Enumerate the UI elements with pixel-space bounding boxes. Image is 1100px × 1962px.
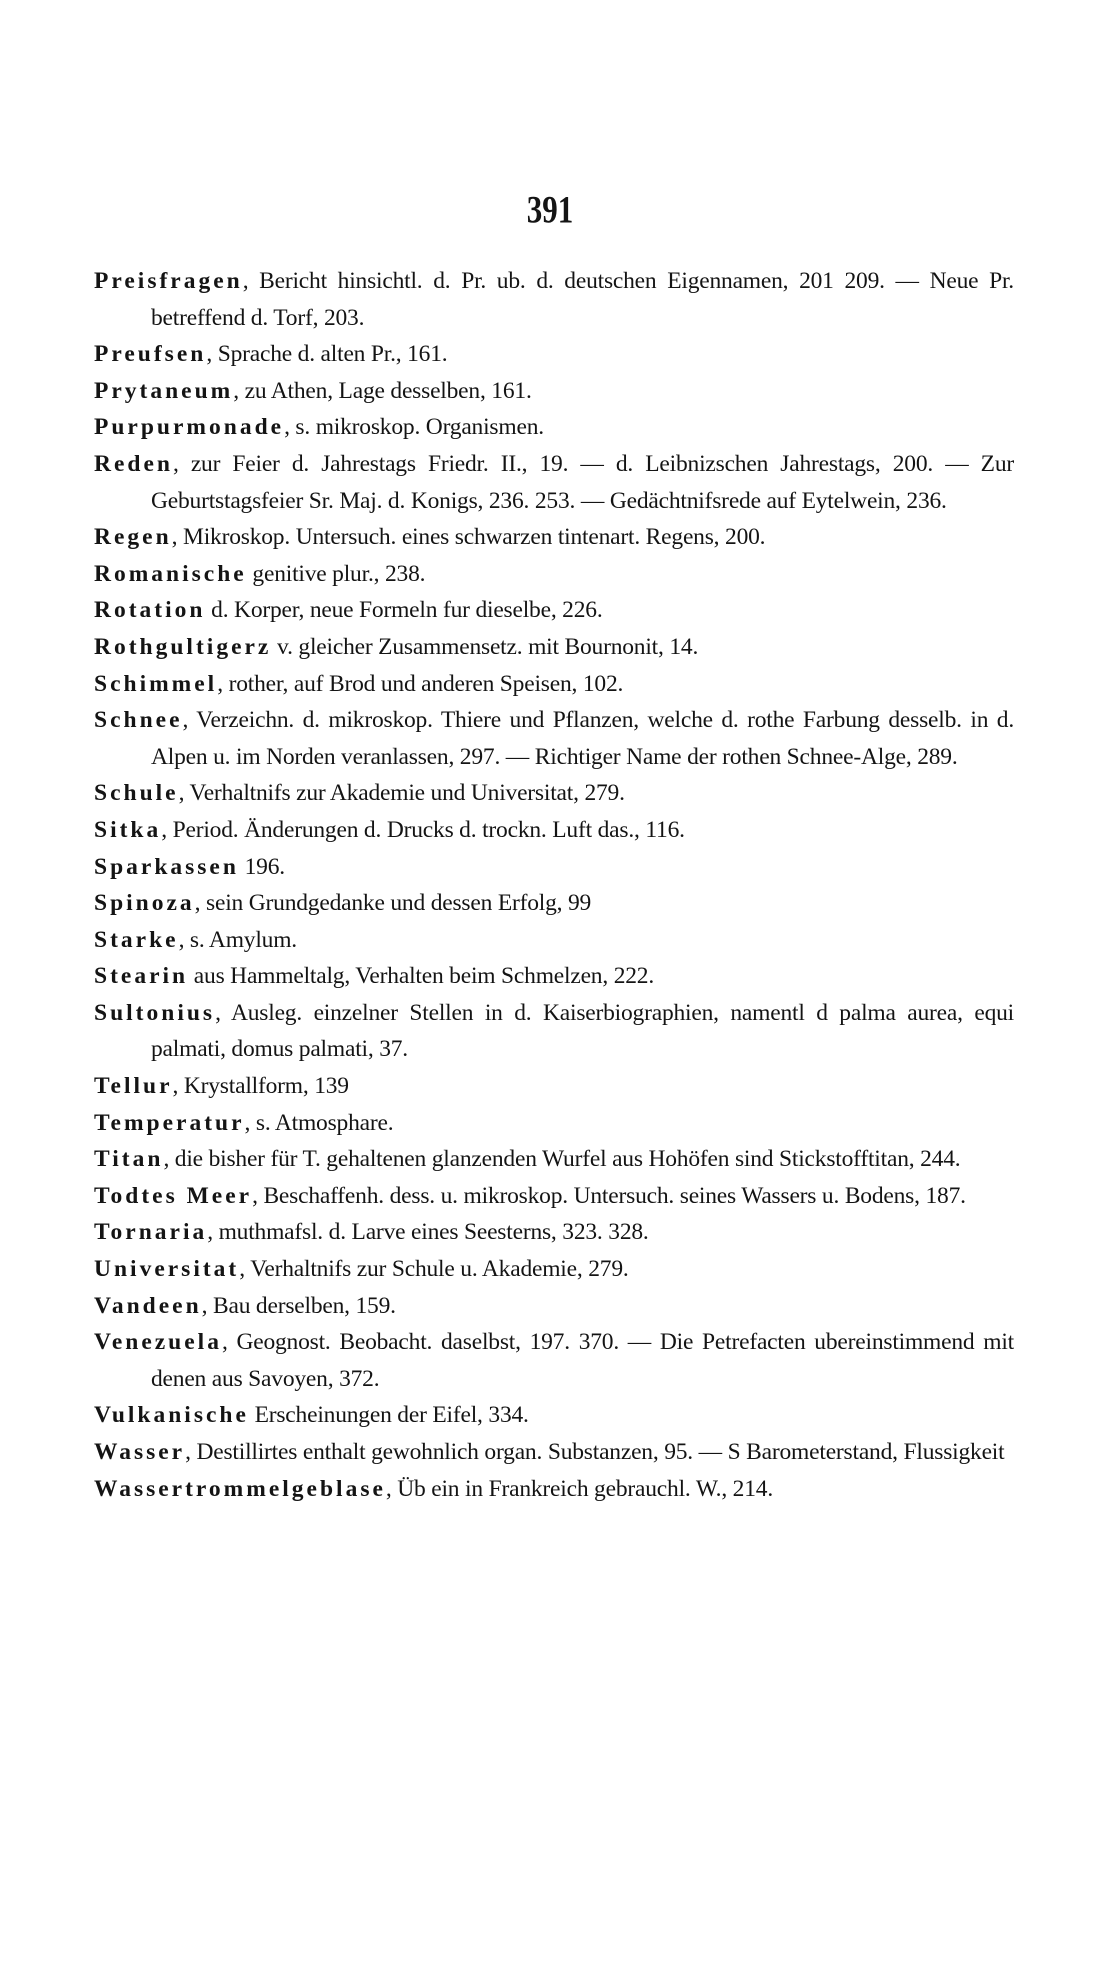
entry-text: , Verzeichn. d. mikroskop. Thiere und Pflanzen, welche d. rothe Farbung desselb. in d. Alpen u. im Norden veranlassen, 297. — Richtiger Name der rothen Schnee-Alge, 289.: [151, 707, 1014, 770]
entry-text: , s. Amylum.: [178, 926, 297, 953]
index-entry: [94, 885, 1014, 922]
entry-headword: Tellur: [94, 1073, 173, 1100]
entry-text: , Destillirtes enthalt gewohnlich organ. Substanzen, 95. — S Barometerstand, Flussigkeit: [185, 1439, 1005, 1465]
index-entry: [94, 995, 1014, 1068]
index-entry: [94, 1141, 1014, 1178]
index-entry: [94, 849, 1014, 886]
entry-headword: Tornaria: [94, 1219, 208, 1246]
entry-text: , Verhaltnifs zur Schule u. Akademie, 279.: [239, 1256, 629, 1283]
entry-headword: Reden: [94, 450, 173, 477]
entry-text: , Verhaltnifs zur Akademie und Universitat, 279.: [178, 780, 625, 807]
entry-text: , muthmafsl. d. Larve eines Seesterns, 323. 328.: [207, 1219, 649, 1246]
index-entry: [94, 702, 1014, 775]
entry-headword: Preisfragen: [94, 268, 243, 294]
entry-text: , Üb ein in Frankreich gebrauchl. W., 214.: [385, 1475, 774, 1502]
entry-text: d. Korper, neue Formeln fur dieselbe, 226.: [205, 597, 603, 624]
entry-text: , zu Athen, Lage desselben, 161.: [233, 377, 532, 404]
entry-text: , Beschaffenh. dess. u. mikroskop. Untersuch. seines Wassers u. Bodens, 187.: [252, 1182, 966, 1209]
index-entry: [94, 1214, 1014, 1251]
entry-headword: Purpurmonade: [94, 414, 285, 441]
index-entry: [94, 1105, 1014, 1142]
index-entry: [94, 922, 1014, 959]
entry-headword: Wassertrommelgeblase: [94, 1475, 386, 1502]
index-entry: [94, 1251, 1014, 1288]
entry-headword: Venezuela: [94, 1329, 222, 1356]
entry-headword: Preufsen: [94, 341, 207, 368]
index-entry: [94, 958, 1014, 995]
index-entry: [94, 409, 1014, 446]
entry-headword: Prytaneum: [94, 377, 234, 404]
entry-headword: Titan: [94, 1146, 164, 1173]
entry-headword: Vulkanische: [94, 1402, 249, 1429]
entry-headword: Schnee: [94, 707, 183, 734]
entry-headword: Romanische: [94, 560, 247, 587]
entry-text: , zur Feier d. Jahrestags Friedr. II., 19. — d. Leibnizschen Jahrestags, 200. — Zur Geburtstagsfeier Sr. Maj. d. Konigs, 236. 253. — Gedächtnifsrede auf Eytelwein, 236.: [151, 450, 1014, 514]
entry-headword: Starke: [94, 926, 179, 953]
entry-text: , Geognost. Beobacht. daselbst, 197. 370. — Die Petrefacten ubereinstimmend mit denen aus Savoyen, 372.: [151, 1329, 1014, 1392]
page-number: 391: [526, 187, 574, 232]
entry-text: , Sprache d. alten Pr., 161.: [206, 341, 448, 368]
entry-headword: Sitka: [94, 816, 162, 843]
entry-text: aus Hammeltalg, Verhalten beim Schmelzen, 222.: [188, 963, 655, 990]
index-entries: [94, 263, 1014, 1507]
index-entry: [94, 1288, 1014, 1325]
index-entry: [94, 373, 1014, 410]
index-entry: [94, 775, 1014, 812]
index-entry: [94, 812, 1014, 849]
entry-headword: Schimmel: [94, 670, 218, 697]
index-entry: [94, 629, 1014, 666]
entry-text: , die bisher für T. gehaltenen glanzenden Wurfel aus Hohöfen sind Stickstofftitan, 244.: [163, 1146, 961, 1173]
entry-headword: Todtes Meer: [94, 1182, 253, 1209]
entry-headword: Spinoza: [94, 890, 195, 917]
entry-text: v. gleicher Zusammensetz. mit Bournonit, 14.: [271, 633, 699, 660]
index-entry: [94, 1434, 1014, 1471]
entry-text: , Period. Änderungen d. Drucks d. trockn. Luft das., 116.: [161, 816, 685, 843]
entry-text: , Bericht hinsichtl. d. Pr. ub. d. deutschen Eigennamen, 201 209. — Neue Pr. betreffend d. Torf, 203.: [151, 268, 1014, 331]
entry-headword: Vandeen: [94, 1292, 202, 1319]
index-entry: [94, 1178, 1014, 1215]
index-entry: [94, 556, 1014, 593]
entry-text: Erscheinungen der Eifel, 334.: [248, 1402, 529, 1429]
entry-text: , s. mikroskop. Organismen.: [284, 414, 544, 441]
entry-headword: Temperatur: [94, 1109, 245, 1136]
entry-headword: Regen: [94, 524, 172, 551]
index-entry: [94, 666, 1014, 703]
entry-headword: Universitat: [94, 1256, 240, 1283]
index-entry: [94, 1397, 1014, 1434]
entry-headword: Wasser: [94, 1439, 186, 1465]
index-entry: [94, 519, 1014, 556]
entry-headword: Schule: [94, 780, 179, 807]
entry-headword: Rotation: [94, 597, 206, 624]
entry-text: , s. Atmosphare.: [244, 1109, 394, 1136]
index-entry: [94, 263, 1014, 336]
entry-text: , Ausleg. einzelner Stellen in d. Kaiserbiographien, namentl d palma aurea, equi palmati, domus palmati, 37.: [151, 999, 1014, 1063]
index-entry: [94, 592, 1014, 629]
entry-text: , rother, auf Brod und anderen Speisen, 102.: [217, 670, 624, 697]
index-entry: [94, 446, 1014, 519]
entry-text: 196.: [238, 853, 285, 880]
entry-text: genitive plur., 238.: [246, 560, 426, 587]
entry-text: , Bau derselben, 159.: [201, 1292, 396, 1319]
entry-text: , Mikroskop. Untersuch. eines schwarzen tintenart. Regens, 200.: [171, 524, 766, 551]
entry-text: , sein Grundgedanke und dessen Erfolg, 99: [194, 890, 592, 917]
index-entry: [94, 1471, 1014, 1508]
entry-text: , Krystallform, 139: [172, 1073, 349, 1100]
entry-headword: Stearin: [94, 963, 189, 990]
entry-headword: Sparkassen: [94, 853, 239, 880]
entry-headword: Sultonius: [94, 999, 216, 1026]
entry-headword: Rothgultigerz: [94, 633, 272, 660]
index-entry: [94, 1324, 1014, 1397]
index-entry: [94, 336, 1014, 373]
index-entry: [94, 1068, 1014, 1105]
